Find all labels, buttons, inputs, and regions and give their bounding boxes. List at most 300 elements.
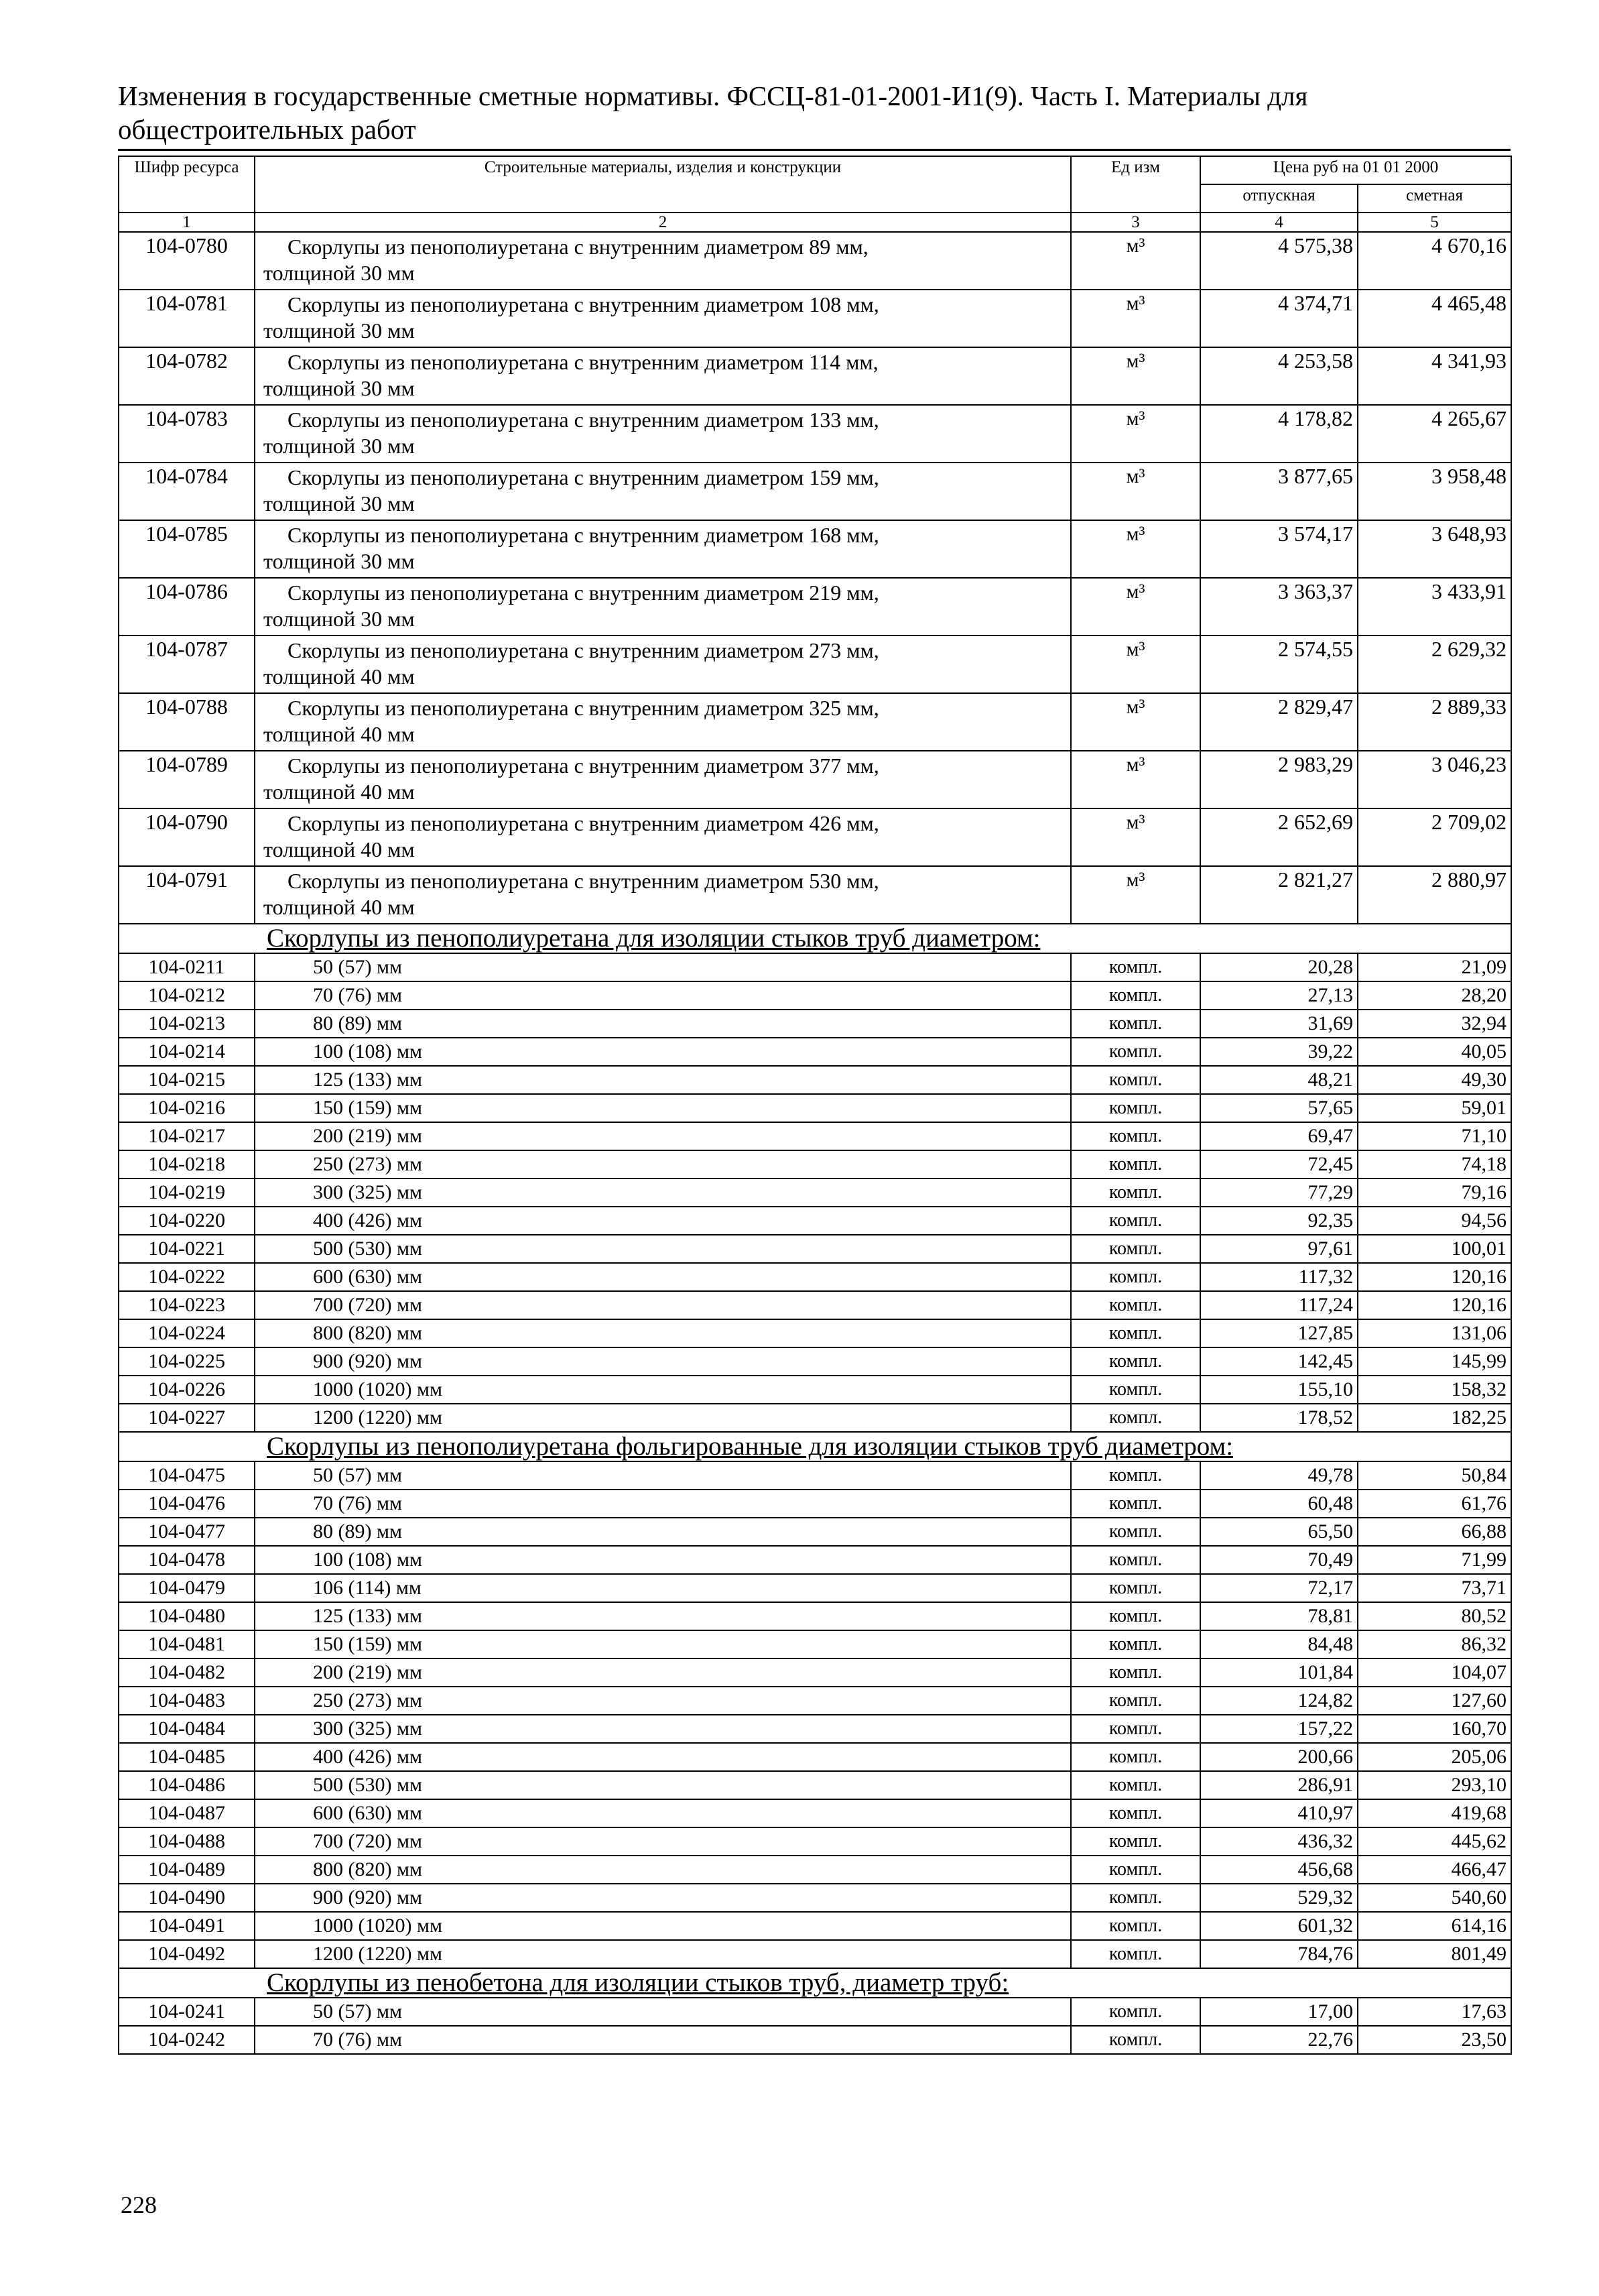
unit-of-measure: компл.	[1071, 1263, 1200, 1291]
release-price: 178,52	[1200, 1404, 1358, 1432]
unit-of-measure: компл.	[1071, 1630, 1200, 1658]
release-price: 20,28	[1200, 953, 1358, 981]
table-row	[119, 520, 1511, 578]
material-name	[255, 578, 1071, 636]
estimate-price: 182,25	[1358, 1404, 1511, 1432]
material-name: 70 (76) мм	[255, 1490, 1071, 1518]
column-number: 4	[1200, 213, 1358, 232]
unit-of-measure: компл.	[1071, 1094, 1200, 1122]
unit-of-measure: компл.	[1071, 1235, 1200, 1263]
resource-code: 104-0783	[119, 405, 255, 463]
resource-code: 104-0787	[119, 636, 255, 693]
estimate-price: 2 709,02	[1358, 808, 1511, 866]
material-name-line-2: толщиной 40 мм	[263, 895, 415, 919]
header-estimate-price: сметная	[1358, 184, 1511, 213]
unit-of-measure: компл.	[1071, 1291, 1200, 1319]
table-row	[119, 232, 1511, 290]
release-price: 4 575,38	[1200, 232, 1358, 290]
material-name-line-2: толщиной 40 мм	[263, 722, 415, 746]
material-name-line-1: Скорлупы из пенополиуретана с внутренним диаметром 325 мм,	[287, 696, 879, 720]
estimate-price: 59,01	[1358, 1094, 1511, 1122]
resource-code: 104-0214	[119, 1038, 255, 1066]
table-row	[119, 1518, 1511, 1546]
material-name: 1200 (1220) мм	[255, 1940, 1071, 1968]
table-row	[119, 463, 1511, 520]
resource-code: 104-0476	[119, 1490, 255, 1518]
estimate-price: 66,88	[1358, 1518, 1511, 1546]
estimate-price: 32,94	[1358, 1010, 1511, 1038]
unit-of-measure: компл.	[1071, 1461, 1200, 1490]
material-name: 1000 (1020) мм	[255, 1376, 1071, 1404]
material-name: 200 (219) мм	[255, 1658, 1071, 1687]
release-price: 84,48	[1200, 1630, 1358, 1658]
unit-of-measure: компл.	[1071, 1687, 1200, 1715]
material-name-line-2: толщиной 30 мм	[263, 491, 415, 516]
unit-of-measure: компл.	[1071, 1940, 1200, 1968]
unit-of-measure: компл.	[1071, 1856, 1200, 1884]
release-price: 78,81	[1200, 1602, 1358, 1630]
material-name: 70 (76) мм	[255, 981, 1071, 1010]
table-row	[119, 981, 1511, 1010]
unit-of-measure: м³	[1071, 290, 1200, 347]
release-price: 22,76	[1200, 2026, 1358, 2054]
material-name: 500 (530) мм	[255, 1771, 1071, 1799]
estimate-price: 71,10	[1358, 1122, 1511, 1150]
unit-of-measure: компл.	[1071, 1799, 1200, 1827]
release-price: 3 877,65	[1200, 463, 1358, 520]
material-name: 700 (720) мм	[255, 1827, 1071, 1856]
release-price: 72,17	[1200, 1574, 1358, 1602]
table-row	[119, 1940, 1511, 1968]
resource-code: 104-0485	[119, 1743, 255, 1771]
estimate-price: 61,76	[1358, 1490, 1511, 1518]
release-price: 2 829,47	[1200, 693, 1358, 751]
table-row	[119, 1630, 1511, 1658]
release-price: 3 363,37	[1200, 578, 1358, 636]
column-number: 2	[255, 213, 1071, 232]
release-price: 101,84	[1200, 1658, 1358, 1687]
table-row	[119, 1602, 1511, 1630]
release-price: 142,45	[1200, 1347, 1358, 1376]
material-name: 500 (530) мм	[255, 1235, 1071, 1263]
material-name	[255, 866, 1071, 924]
release-price: 4 178,82	[1200, 405, 1358, 463]
table-row	[119, 1347, 1511, 1376]
estimate-price: 120,16	[1358, 1263, 1511, 1291]
resource-code: 104-0483	[119, 1687, 255, 1715]
material-name-line-2: толщиной 30 мм	[263, 318, 415, 343]
material-name: 50 (57) мм	[255, 953, 1071, 981]
estimate-price: 205,06	[1358, 1743, 1511, 1771]
material-name: 400 (426) мм	[255, 1207, 1071, 1235]
material-name	[255, 520, 1071, 578]
title-rule	[118, 149, 1511, 151]
estimate-price: 28,20	[1358, 981, 1511, 1010]
estimate-price: 2 629,32	[1358, 636, 1511, 693]
table-row	[119, 1658, 1511, 1687]
material-name: 106 (114) мм	[255, 1574, 1071, 1602]
release-price: 157,22	[1200, 1715, 1358, 1743]
resource-code: 104-0221	[119, 1235, 255, 1263]
material-name: 400 (426) мм	[255, 1743, 1071, 1771]
unit-of-measure: м³	[1071, 636, 1200, 693]
material-name	[255, 290, 1071, 347]
release-price: 97,61	[1200, 1235, 1358, 1263]
material-name	[255, 347, 1071, 405]
resource-code: 104-0242	[119, 2026, 255, 2054]
material-name: 150 (159) мм	[255, 1630, 1071, 1658]
material-name: 700 (720) мм	[255, 1291, 1071, 1319]
unit-of-measure: компл.	[1071, 1912, 1200, 1940]
table-row	[119, 1998, 1511, 2026]
material-name: 80 (89) мм	[255, 1518, 1071, 1546]
estimate-price: 131,06	[1358, 1319, 1511, 1347]
resource-code: 104-0226	[119, 1376, 255, 1404]
material-name-line-2: толщиной 40 мм	[263, 837, 415, 861]
resource-code: 104-0491	[119, 1912, 255, 1940]
page-title-line-2: общестроительных работ	[118, 114, 416, 145]
material-name-line-2: толщиной 30 мм	[263, 261, 415, 285]
table-row	[119, 808, 1511, 866]
material-name: 50 (57) мм	[255, 1461, 1071, 1490]
material-name: 70 (76) мм	[255, 2026, 1071, 2054]
material-name: 250 (273) мм	[255, 1687, 1071, 1715]
material-name-line-1: Скорлупы из пенополиуретана с внутренним диаметром 219 мм,	[287, 581, 879, 605]
table-body	[119, 232, 1511, 2054]
resource-code: 104-0225	[119, 1347, 255, 1376]
resource-code: 104-0220	[119, 1207, 255, 1235]
release-price: 92,35	[1200, 1207, 1358, 1235]
table-row	[119, 1207, 1511, 1235]
unit-of-measure: компл.	[1071, 1038, 1200, 1066]
resource-code: 104-0222	[119, 1263, 255, 1291]
resource-code: 104-0216	[119, 1094, 255, 1122]
price-table	[118, 156, 1512, 2055]
header-price: Цена руб на 01 01 2000	[1200, 156, 1511, 184]
estimate-price: 614,16	[1358, 1912, 1511, 1940]
unit-of-measure: компл.	[1071, 2026, 1200, 2054]
material-name-line-1: Скорлупы из пенополиуретана с внутренним диаметром 114 мм,	[287, 350, 879, 374]
release-price: 436,32	[1200, 1827, 1358, 1856]
material-name: 1000 (1020) мм	[255, 1912, 1071, 1940]
material-name	[255, 636, 1071, 693]
estimate-price: 445,62	[1358, 1827, 1511, 1856]
table-row	[119, 1010, 1511, 1038]
release-price: 784,76	[1200, 1940, 1358, 1968]
resource-code: 104-0479	[119, 1574, 255, 1602]
material-name	[255, 693, 1071, 751]
release-price: 286,91	[1200, 1771, 1358, 1799]
header-code: Шифр ресурса	[119, 156, 255, 213]
material-name-line-1: Скорлупы из пенополиуретана с внутренним диаметром 273 мм,	[287, 638, 879, 662]
section-header-row	[119, 1968, 1511, 1998]
table-row	[119, 636, 1511, 693]
unit-of-measure: компл.	[1071, 1658, 1200, 1687]
material-name: 250 (273) мм	[255, 1150, 1071, 1179]
material-name	[255, 232, 1071, 290]
unit-of-measure: м³	[1071, 751, 1200, 808]
estimate-price: 158,32	[1358, 1376, 1511, 1404]
release-price: 529,32	[1200, 1884, 1358, 1912]
unit-of-measure: компл.	[1071, 1884, 1200, 1912]
table-row	[119, 1461, 1511, 1490]
unit-of-measure: компл.	[1071, 1207, 1200, 1235]
column-number: 3	[1071, 213, 1200, 232]
release-price: 60,48	[1200, 1490, 1358, 1518]
resource-code: 104-0785	[119, 520, 255, 578]
unit-of-measure: компл.	[1071, 1404, 1200, 1432]
table-row	[119, 2026, 1511, 2054]
material-name-line-2: толщиной 30 мм	[263, 434, 415, 458]
resource-code: 104-0477	[119, 1518, 255, 1546]
unit-of-measure: компл.	[1071, 1827, 1200, 1856]
resource-code: 104-0788	[119, 693, 255, 751]
table-row	[119, 1038, 1511, 1066]
table-row	[119, 1574, 1511, 1602]
unit-of-measure: компл.	[1071, 1743, 1200, 1771]
table-header	[119, 156, 1511, 232]
estimate-price: 71,99	[1358, 1546, 1511, 1574]
estimate-price: 40,05	[1358, 1038, 1511, 1066]
resource-code: 104-0211	[119, 953, 255, 981]
table-row	[119, 1376, 1511, 1404]
resource-code: 104-0492	[119, 1940, 255, 1968]
resource-code: 104-0213	[119, 1010, 255, 1038]
resource-code: 104-0484	[119, 1715, 255, 1743]
unit-of-measure: компл.	[1071, 1998, 1200, 2026]
estimate-price: 4 465,48	[1358, 290, 1511, 347]
table-row	[119, 347, 1511, 405]
resource-code: 104-0218	[119, 1150, 255, 1179]
material-name	[255, 808, 1071, 866]
material-name-line-1: Скорлупы из пенополиуретана с внутренним диаметром 133 мм,	[287, 408, 879, 432]
estimate-price: 74,18	[1358, 1150, 1511, 1179]
material-name	[255, 463, 1071, 520]
estimate-price: 160,70	[1358, 1715, 1511, 1743]
column-number: 5	[1358, 213, 1511, 232]
unit-of-measure: компл.	[1071, 1490, 1200, 1518]
table-row	[119, 1912, 1511, 1940]
estimate-price: 21,09	[1358, 953, 1511, 981]
release-price: 117,24	[1200, 1291, 1358, 1319]
material-name: 900 (920) мм	[255, 1347, 1071, 1376]
estimate-price: 293,10	[1358, 1771, 1511, 1799]
section-header-row	[119, 924, 1511, 953]
release-price: 70,49	[1200, 1546, 1358, 1574]
estimate-price: 466,47	[1358, 1856, 1511, 1884]
material-name-line-1: Скорлупы из пенополиуретана с внутренним диаметром 530 мм,	[287, 869, 879, 893]
estimate-price: 73,71	[1358, 1574, 1511, 1602]
unit-of-measure: м³	[1071, 347, 1200, 405]
unit-of-measure: м³	[1071, 520, 1200, 578]
material-name: 100 (108) мм	[255, 1546, 1071, 1574]
release-price: 456,68	[1200, 1856, 1358, 1884]
column-number-row	[119, 213, 1511, 232]
resource-code: 104-0786	[119, 578, 255, 636]
table-row	[119, 1263, 1511, 1291]
resource-code: 104-0478	[119, 1546, 255, 1574]
estimate-price: 801,49	[1358, 1940, 1511, 1968]
estimate-price: 23,50	[1358, 2026, 1511, 2054]
estimate-price: 49,30	[1358, 1066, 1511, 1094]
page-number: 228	[121, 2191, 157, 2218]
resource-code: 104-0780	[119, 232, 255, 290]
table-row	[119, 751, 1511, 808]
estimate-price: 94,56	[1358, 1207, 1511, 1235]
table-row	[119, 1715, 1511, 1743]
material-name	[255, 405, 1071, 463]
release-price: 127,85	[1200, 1319, 1358, 1347]
section-title: Скорлупы из пенополиуретана фольгированные для изоляции стыков труб диаметром:	[267, 1432, 1234, 1461]
estimate-price: 2 880,97	[1358, 866, 1511, 924]
resource-code: 104-0486	[119, 1771, 255, 1799]
resource-code: 104-0782	[119, 347, 255, 405]
release-price: 3 574,17	[1200, 520, 1358, 578]
release-price: 27,13	[1200, 981, 1358, 1010]
material-name: 300 (325) мм	[255, 1715, 1071, 1743]
resource-code: 104-0791	[119, 866, 255, 924]
unit-of-measure: компл.	[1071, 1518, 1200, 1546]
estimate-price: 17,63	[1358, 1998, 1511, 2026]
section-header-row	[119, 1432, 1511, 1461]
table-row	[119, 1687, 1511, 1715]
material-name: 100 (108) мм	[255, 1038, 1071, 1066]
release-price: 65,50	[1200, 1518, 1358, 1546]
unit-of-measure: компл.	[1071, 1150, 1200, 1179]
resource-code: 104-0481	[119, 1630, 255, 1658]
material-name-line-2: толщиной 30 мм	[263, 549, 415, 573]
column-number: 1	[119, 213, 255, 232]
table-row	[119, 578, 1511, 636]
resource-code: 104-0475	[119, 1461, 255, 1490]
unit-of-measure: компл.	[1071, 981, 1200, 1010]
release-price: 410,97	[1200, 1799, 1358, 1827]
section-title-cell	[119, 1968, 1511, 1998]
section-title-cell	[119, 1432, 1511, 1461]
page-title-line-1: Изменения в государственные сметные нормативы. ФССЦ-81-01-2001-И1(9). Часть I. Материалы для	[118, 80, 1308, 111]
resource-code: 104-0212	[119, 981, 255, 1010]
release-price: 17,00	[1200, 1998, 1358, 2026]
release-price: 2 652,69	[1200, 808, 1358, 866]
estimate-price: 3 046,23	[1358, 751, 1511, 808]
table-row	[119, 290, 1511, 347]
resource-code: 104-0215	[119, 1066, 255, 1094]
material-name-line-1: Скорлупы из пенополиуретана с внутренним диаметром 108 мм,	[287, 292, 879, 316]
estimate-price: 2 889,33	[1358, 693, 1511, 751]
resource-code: 104-0784	[119, 463, 255, 520]
table-row	[119, 1291, 1511, 1319]
unit-of-measure: компл.	[1071, 1771, 1200, 1799]
release-price: 200,66	[1200, 1743, 1358, 1771]
table-row	[119, 1066, 1511, 1094]
release-price: 4 253,58	[1200, 347, 1358, 405]
table-row	[119, 1546, 1511, 1574]
material-name-line-1: Скорлупы из пенополиуретана с внутренним диаметром 168 мм,	[287, 523, 879, 547]
material-name: 125 (133) мм	[255, 1066, 1071, 1094]
release-price: 2 983,29	[1200, 751, 1358, 808]
unit-of-measure: компл.	[1071, 1715, 1200, 1743]
estimate-price: 4 265,67	[1358, 405, 1511, 463]
resource-code: 104-0217	[119, 1122, 255, 1150]
table-row	[119, 1827, 1511, 1856]
section-title: Скорлупы из пенополиуретана для изоляции стыков труб диаметром:	[267, 924, 1041, 953]
unit-of-measure: компл.	[1071, 1602, 1200, 1630]
estimate-price: 79,16	[1358, 1179, 1511, 1207]
material-name-line-2: толщиной 40 мм	[263, 780, 415, 804]
unit-of-measure: м³	[1071, 578, 1200, 636]
estimate-price: 4 341,93	[1358, 347, 1511, 405]
resource-code: 104-0227	[119, 1404, 255, 1432]
material-name-line-1: Скорлупы из пенополиуретана с внутренним диаметром 89 мм,	[287, 235, 869, 259]
material-name-line-1: Скорлупы из пенополиуретана с внутренним диаметром 377 мм,	[287, 753, 879, 778]
page-title	[118, 79, 1512, 146]
header-name: Строительные материалы, изделия и конструкции	[255, 156, 1071, 213]
resource-code: 104-0224	[119, 1319, 255, 1347]
release-price: 2 821,27	[1200, 866, 1358, 924]
table-row	[119, 693, 1511, 751]
estimate-price: 540,60	[1358, 1884, 1511, 1912]
release-price: 4 374,71	[1200, 290, 1358, 347]
material-name-line-2: толщиной 30 мм	[263, 376, 415, 400]
estimate-price: 127,60	[1358, 1687, 1511, 1715]
header-release-price: отпускная	[1200, 184, 1358, 213]
release-price: 124,82	[1200, 1687, 1358, 1715]
unit-of-measure: компл.	[1071, 1546, 1200, 1574]
release-price: 155,10	[1200, 1376, 1358, 1404]
table-row	[119, 1856, 1511, 1884]
table-row	[119, 1122, 1511, 1150]
table-row	[119, 1771, 1511, 1799]
release-price: 69,47	[1200, 1122, 1358, 1150]
unit-of-measure: компл.	[1071, 1010, 1200, 1038]
release-price: 601,32	[1200, 1912, 1358, 1940]
release-price: 117,32	[1200, 1263, 1358, 1291]
release-price: 49,78	[1200, 1461, 1358, 1490]
material-name: 300 (325) мм	[255, 1179, 1071, 1207]
unit-of-measure: м³	[1071, 463, 1200, 520]
resource-code: 104-0487	[119, 1799, 255, 1827]
table-row	[119, 1094, 1511, 1122]
resource-code: 104-0789	[119, 751, 255, 808]
material-name: 800 (820) мм	[255, 1319, 1071, 1347]
unit-of-measure: компл.	[1071, 1574, 1200, 1602]
unit-of-measure: компл.	[1071, 1376, 1200, 1404]
table-row	[119, 1179, 1511, 1207]
unit-of-measure: м³	[1071, 232, 1200, 290]
material-name: 125 (133) мм	[255, 1602, 1071, 1630]
material-name-line-1: Скорлупы из пенополиуретана с внутренним диаметром 426 мм,	[287, 811, 879, 835]
estimate-price: 50,84	[1358, 1461, 1511, 1490]
material-name: 600 (630) мм	[255, 1263, 1071, 1291]
material-name: 600 (630) мм	[255, 1799, 1071, 1827]
estimate-price: 100,01	[1358, 1235, 1511, 1263]
table-row	[119, 1319, 1511, 1347]
material-name-line-2: толщиной 30 мм	[263, 607, 415, 631]
unit-of-measure: м³	[1071, 693, 1200, 751]
release-price: 57,65	[1200, 1094, 1358, 1122]
estimate-price: 80,52	[1358, 1602, 1511, 1630]
unit-of-measure: м³	[1071, 866, 1200, 924]
resource-code: 104-0488	[119, 1827, 255, 1856]
table-row	[119, 1490, 1511, 1518]
resource-code: 104-0223	[119, 1291, 255, 1319]
table-row	[119, 405, 1511, 463]
unit-of-measure: компл.	[1071, 953, 1200, 981]
estimate-price: 3 958,48	[1358, 463, 1511, 520]
estimate-price: 120,16	[1358, 1291, 1511, 1319]
estimate-price: 3 648,93	[1358, 520, 1511, 578]
estimate-price: 104,07	[1358, 1658, 1511, 1687]
